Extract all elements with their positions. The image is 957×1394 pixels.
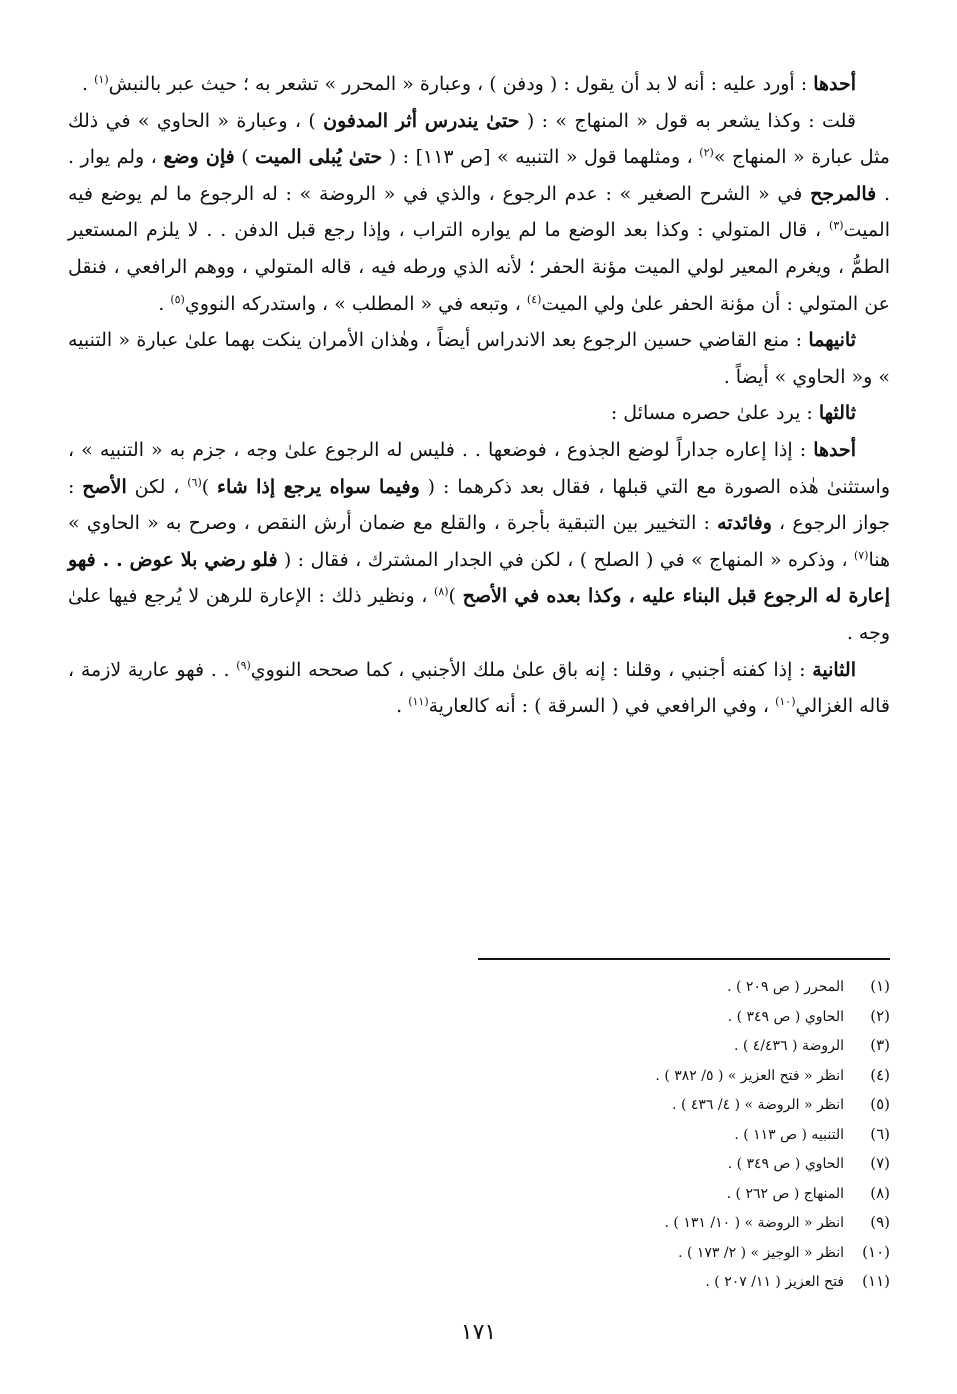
paragraph-first-issue xyxy=(68,432,890,652)
footnote-text: المنهاج ( ص ٢٦٢ ) . xyxy=(726,1185,844,1202)
footnote-text: التنبيه ( ص ١١٣ ) . xyxy=(734,1126,844,1143)
footnote-text: انظر « الروضة » ( ١٠/ ١٣١ ) . xyxy=(664,1215,844,1231)
footnote-number: (٨) xyxy=(870,1183,890,1202)
bold-quote: الثانية xyxy=(812,658,856,681)
text-run: ) ، وعبارة « الحاوي » في ذلك مثل عبارة « المنهاج » xyxy=(68,109,890,169)
footnote-item xyxy=(480,1090,890,1120)
footnote-item xyxy=(480,1179,890,1209)
text-run: : جواز الرجوع ، xyxy=(68,475,890,535)
footnote-ref: (١١) xyxy=(408,695,429,709)
text-run: ) xyxy=(234,146,256,169)
bold-quote: وفائدته xyxy=(717,512,772,535)
text-run: ، وتبعه في « المطلب » ، واستدركه النووي xyxy=(184,292,527,315)
paragraph-first-objection xyxy=(68,66,890,103)
text-run: . xyxy=(82,73,95,95)
paragraph-second-objection xyxy=(68,322,890,395)
footnote-number: (١٠) xyxy=(862,1242,890,1261)
footnote-number: (٦) xyxy=(870,1124,890,1143)
bold-quote: فإن وضع xyxy=(163,146,235,169)
footnote-text: فتح العزيز ( ١١/ ٢٠٧ ) . xyxy=(705,1274,844,1290)
footnote-ref: (١) xyxy=(94,73,109,86)
footnote-number: (١١) xyxy=(862,1272,890,1290)
footnote-ref: (٢) xyxy=(699,146,714,160)
footnote-item xyxy=(480,1031,890,1061)
footnote-number: (٢) xyxy=(870,1006,890,1025)
footnote-ref: (٦) xyxy=(187,475,202,489)
footnote-ref: (٧) xyxy=(853,548,869,562)
bold-quote: وفيما سواه يرجع إذا شاء xyxy=(217,475,420,498)
footnote-item xyxy=(480,1208,890,1238)
bold-quote: حتىٰ يندرس أثر المدفون xyxy=(323,109,520,132)
text-run: : يرد علىٰ حصره مسائل : xyxy=(610,402,819,425)
text-run: : التخيير بين التبقية بأجرة ، والقلع مع ضمان أرش النقص ، وصرح به « الحاوي » هنا xyxy=(68,512,890,571)
text-run: في « الشرح الصغير » : عدم الرجوع ، والذي في « الروضة » : له الرجوع ما لم يوضع فيه الميت xyxy=(68,182,890,242)
paragraph-second-issue xyxy=(68,652,890,725)
text-run: ، ونظير ذلك : الإعارة للرهن لا يُرجع فيها علىٰ وجه . xyxy=(68,585,890,644)
footnote-text: انظر « الوجيز » ( ٢/ ١٧٣ ) . xyxy=(678,1244,844,1261)
footnote-item xyxy=(480,1061,890,1091)
bold-quote: أحدها xyxy=(813,438,856,461)
footnote-ref: (٤) xyxy=(526,292,542,306)
footnote-ref: (٣) xyxy=(829,219,844,233)
footnote-item xyxy=(480,1120,890,1150)
bold-quote: أحدها xyxy=(813,73,856,95)
text-run: . . فهو عارية لازمة ، قاله الغزالي xyxy=(68,658,890,718)
footnote-ref: (٨) xyxy=(434,585,449,599)
text-run: ، ولم يوار . . xyxy=(68,146,890,205)
footnote-number: (١) xyxy=(870,977,890,995)
footnote-ref: (٩) xyxy=(236,658,251,672)
footnote-ref: (١٠) xyxy=(775,695,796,709)
footnote-text: انظر « فتح العزيز » ( ٥/ ٣٨٢ ) . xyxy=(655,1067,844,1084)
footnote-text: المحرر ( ص ٢٠٩ ) . xyxy=(727,979,844,995)
paragraph-qultu xyxy=(68,103,890,323)
footnote-number: (٤) xyxy=(870,1065,890,1084)
paragraph-third-objection xyxy=(68,395,890,432)
bold-quote: ثالثها xyxy=(818,402,856,425)
text-run: : إذا كفنه أجنبي ، وقلنا : إنه باق علىٰ ملك الأجنبي ، كما صححه النووي xyxy=(250,658,813,681)
bold-quote: الأصح xyxy=(82,475,127,498)
text-run: ، لكن xyxy=(126,475,188,498)
text-run: ) xyxy=(201,475,218,498)
text-run: : منع القاضي حسين الرجوع بعد الاندراس أيضاً ، وهٰذان الأمران ينكت بهما علىٰ عبارة « التنبيه » و« الحاوي » أيضاً . xyxy=(68,329,890,388)
footnote-text: انظر « الروضة » ( ٤/ ٤٣٦ ) . xyxy=(672,1097,844,1113)
footnote-number: (٩) xyxy=(870,1213,890,1231)
page-number: ١٧١ xyxy=(460,1320,497,1345)
footnote-ref: (٥) xyxy=(170,292,185,306)
text-run: ، وفي الرافعي في ( السرقة ) : أنه كالعارية xyxy=(428,695,776,718)
bold-quote: ثانيهما xyxy=(808,329,856,352)
footnote-item xyxy=(480,972,890,1002)
bold-quote: فلو رضي بلا عوض . . فهو إعارة له الرجوع قبل البناء عليه ، وكذا بعده في الأصح xyxy=(68,548,890,608)
footnote-item xyxy=(480,1238,890,1268)
footnote-item xyxy=(480,1002,890,1032)
footnote-number: (٧) xyxy=(870,1154,890,1172)
main-text-body xyxy=(68,66,890,725)
text-run: . xyxy=(158,292,171,315)
footnote-text: الحاوي ( ص ٣٤٩ ) . xyxy=(727,1156,844,1172)
bold-quote: حتىٰ يُبلى الميت xyxy=(255,146,383,169)
footnote-text: الروضة ( ٤/٤٣٦ ) . xyxy=(733,1038,844,1054)
bold-quote: فالمرجح xyxy=(810,182,877,205)
text-run: ) xyxy=(448,585,463,608)
text-run: : إذا إعاره جداراً لوضع الجذوع ، فوضعها . . فليس له الرجوع علىٰ وجه ، جزم به « التنبيه » ، واستثنىٰ هٰذه الصورة مع التي قبلها ، فقال بعد ذكرهما : ( xyxy=(68,438,890,498)
footnote-text: الحاوي ( ص ٣٤٩ ) . xyxy=(727,1008,844,1025)
footnote-number: (٥) xyxy=(870,1095,890,1113)
footnotes-section xyxy=(480,972,890,1297)
text-run: : أورد عليه : أنه لا بد أن يقول : ( ودفن ) ، وعبارة « المحرر » تشعر به ؛ حيث عبر بالنبش xyxy=(108,73,814,95)
text-run: . xyxy=(396,695,409,718)
footnote-item xyxy=(480,1267,890,1297)
footnote-number: (٣) xyxy=(870,1036,890,1054)
text-run: قلت : وكذا يشعر به قول « المنهاج » : ( xyxy=(519,109,857,132)
footnote-separator xyxy=(478,958,890,960)
footnote-item xyxy=(480,1149,890,1179)
text-run: ، قال المتولي : وكذا بعد الوضع ما لم يواره التراب ، وإذا رجع قبل الدفن . . لا يلزم المستعير الطمُّ ، ويغرم المعير لولي الميت مؤنة الحفر ؛ لأنه الذي ورطه فيه ، قاله المتولي ، ووهم الرافعي ، فنقل عن المتولي : أن مؤنة الحفر علىٰ ولي الميت xyxy=(68,219,890,315)
text-run: ، ومثلهما قول « التنبيه » [ص ١١٣] : ( xyxy=(382,146,700,169)
text-run: ، وذكره « المنهاج » في ( الصلح ) ، لكن في الجدار المشترك ، فقال : ( xyxy=(277,548,854,571)
